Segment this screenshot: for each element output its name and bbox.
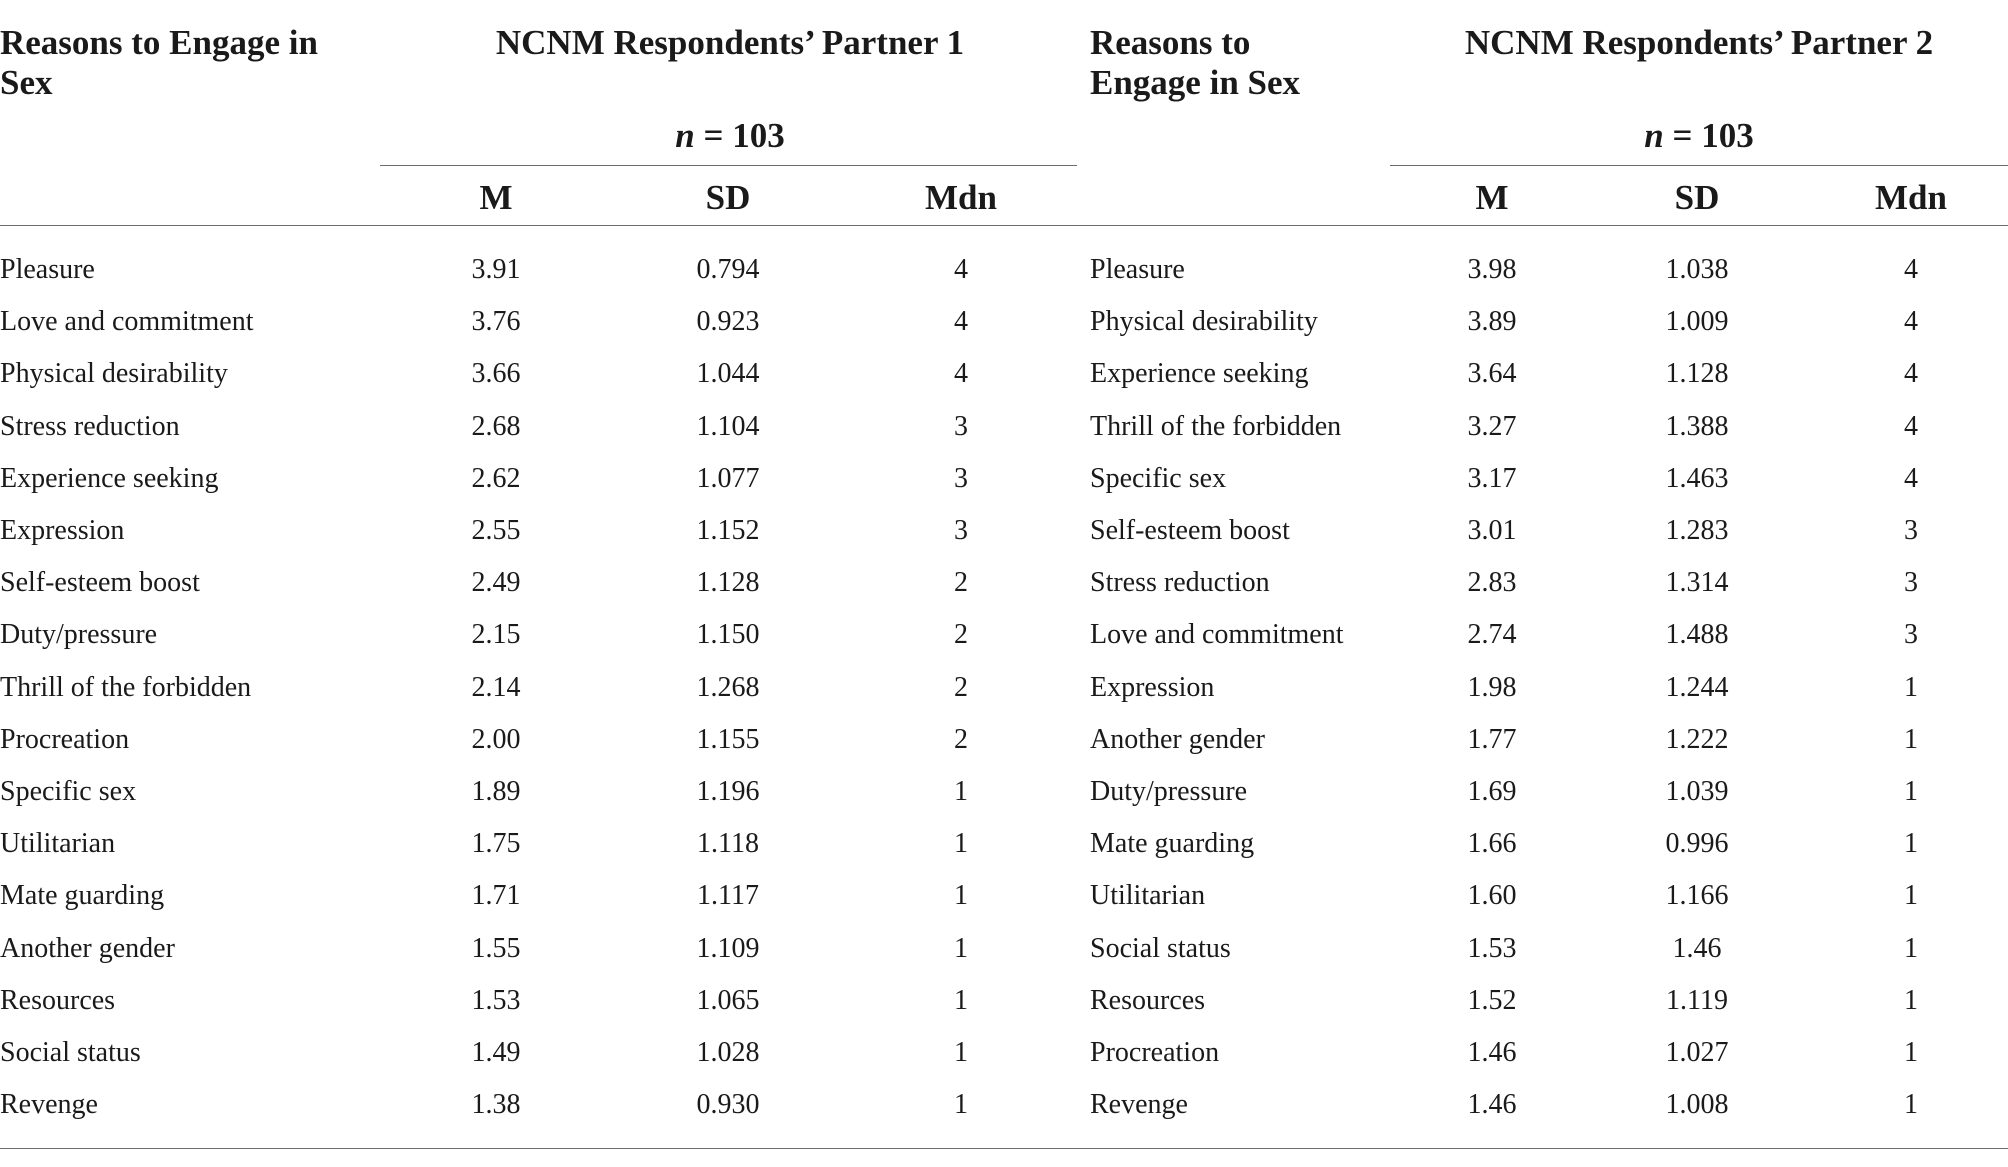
left-mdn-cell: 4 xyxy=(954,254,968,285)
right-sd-cell: 1.166 xyxy=(1665,880,1729,911)
left-reason-cell: Experience seeking xyxy=(0,463,219,494)
left-mdn-cell: 1 xyxy=(954,776,968,807)
left-sd-cell: 1.044 xyxy=(696,358,760,389)
right-m-cell: 3.98 xyxy=(1467,254,1517,285)
left-m-cell: 1.75 xyxy=(471,828,521,859)
right-sample-size xyxy=(1390,118,2008,153)
right-sd-cell: 1.039 xyxy=(1665,776,1729,807)
left-m-cell: 2.68 xyxy=(471,411,521,442)
left-mdn-cell: 3 xyxy=(954,515,968,546)
table-bottom-rule xyxy=(0,1148,2008,1149)
left-m-cell: 1.38 xyxy=(471,1089,521,1120)
right-mdn-cell: 4 xyxy=(1904,254,1918,285)
left-mdn-cell: 1 xyxy=(954,985,968,1016)
right-mdn-cell: 1 xyxy=(1904,1037,1918,1068)
left-sd-cell: 0.794 xyxy=(696,254,760,285)
right-m-cell: 1.46 xyxy=(1467,1037,1517,1068)
right-reason-cell: Social status xyxy=(1090,933,1231,964)
left-reason-cell: Stress reduction xyxy=(0,411,180,442)
left-sd-cell: 1.152 xyxy=(696,515,760,546)
right-n-symbol: n xyxy=(1644,116,1664,155)
left-m-cell: 1.89 xyxy=(471,776,521,807)
left-reason-cell: Duty/pressure xyxy=(0,619,158,650)
right-m-cell: 3.17 xyxy=(1467,463,1517,494)
right-sd-cell: 1.46 xyxy=(1672,933,1722,964)
right-mdn-cell: 3 xyxy=(1904,619,1918,650)
right-reason-cell: Another gender xyxy=(1090,724,1265,755)
right-m-cell: 2.74 xyxy=(1467,619,1517,650)
right-mdn-cell: 3 xyxy=(1904,515,1918,546)
right-col-header-m: M xyxy=(1475,178,1509,217)
right-reason-cell: Physical desirability xyxy=(1090,306,1318,337)
left-mdn-cell: 2 xyxy=(954,619,968,650)
left-sd-cell: 1.077 xyxy=(696,463,760,494)
right-sd-cell: 1.008 xyxy=(1665,1089,1729,1120)
left-sd-cell: 1.117 xyxy=(697,880,759,911)
left-col-header-mdn: Mdn xyxy=(925,178,997,217)
left-sd-cell: 1.268 xyxy=(696,672,760,703)
left-m-cell: 1.49 xyxy=(471,1037,521,1068)
left-sd-cell: 1.150 xyxy=(696,619,760,650)
right-m-cell: 1.53 xyxy=(1467,933,1517,964)
right-m-cell: 1.77 xyxy=(1467,724,1517,755)
left-m-cell: 1.71 xyxy=(471,880,521,911)
right-mdn-cell: 1 xyxy=(1904,724,1918,755)
right-group-title: NCNM Respondents’ Partner 2 xyxy=(1464,23,1934,62)
left-mdn-cell: 4 xyxy=(954,306,968,337)
left-m-cell: 2.15 xyxy=(471,619,521,650)
left-m-cell: 2.55 xyxy=(471,515,521,546)
right-n-value: = 103 xyxy=(1672,116,1754,155)
right-reason-cell: Thrill of the forbidden xyxy=(1090,411,1342,442)
right-mdn-cell: 1 xyxy=(1904,880,1918,911)
right-m-cell: 2.83 xyxy=(1467,567,1517,598)
right-sd-cell: 1.027 xyxy=(1665,1037,1729,1068)
right-sd-cell: 1.038 xyxy=(1665,254,1729,285)
left-sd-cell: 1.196 xyxy=(696,776,760,807)
right-mdn-cell: 1 xyxy=(1904,1089,1918,1120)
right-mdn-cell: 1 xyxy=(1904,985,1918,1016)
right-mdn-cell: 4 xyxy=(1904,358,1918,389)
right-reason-cell: Self-esteem boost xyxy=(1090,515,1290,546)
left-sd-cell: 0.930 xyxy=(696,1089,760,1120)
right-m-cell: 1.66 xyxy=(1467,828,1517,859)
left-col-header-m: M xyxy=(479,178,513,217)
left-spanner-rule xyxy=(380,165,1077,166)
right-m-cell: 3.89 xyxy=(1467,306,1517,337)
left-m-cell: 3.66 xyxy=(471,358,521,389)
left-m-cell: 2.00 xyxy=(471,724,521,755)
right-reason-cell: Utilitarian xyxy=(1090,880,1206,911)
left-reason-cell: Procreation xyxy=(0,724,130,755)
left-mdn-cell: 2 xyxy=(954,567,968,598)
left-mdn-cell: 4 xyxy=(954,358,968,389)
left-reason-cell: Love and commitment xyxy=(0,306,254,337)
left-group-title: NCNM Respondents’ Partner 1 xyxy=(495,23,965,62)
left-reason-cell: Mate guarding xyxy=(0,880,165,911)
left-sd-cell: 1.104 xyxy=(696,411,760,442)
right-sd-cell: 1.463 xyxy=(1665,463,1729,494)
right-m-cell: 1.46 xyxy=(1467,1089,1517,1120)
left-sd-cell: 1.118 xyxy=(697,828,759,859)
right-mdn-cell: 4 xyxy=(1904,306,1918,337)
right-sd-cell: 1.388 xyxy=(1665,411,1729,442)
left-reason-cell: Utilitarian xyxy=(0,828,116,859)
right-reason-cell: Experience seeking xyxy=(1090,358,1309,389)
left-mdn-cell: 1 xyxy=(954,933,968,964)
right-m-cell: 3.27 xyxy=(1467,411,1517,442)
left-sample-size xyxy=(380,118,1080,153)
right-sd-cell: 1.009 xyxy=(1665,306,1729,337)
left-n-value: = 103 xyxy=(703,116,785,155)
left-mdn-cell: 1 xyxy=(954,880,968,911)
right-reason-cell: Revenge xyxy=(1090,1089,1188,1120)
left-reason-cell: Expression xyxy=(0,515,125,546)
right-reason-cell: Stress reduction xyxy=(1090,567,1270,598)
left-sd-cell: 1.065 xyxy=(696,985,760,1016)
right-mdn-cell: 1 xyxy=(1904,672,1918,703)
right-reason-cell: Mate guarding xyxy=(1090,828,1255,859)
left-m-cell: 1.53 xyxy=(471,985,521,1016)
left-reason-cell: Physical desirability xyxy=(0,358,228,389)
left-mdn-cell: 1 xyxy=(954,1037,968,1068)
right-reason-cell: Procreation xyxy=(1090,1037,1220,1068)
left-mdn-cell: 1 xyxy=(954,1089,968,1120)
left-sd-cell: 0.923 xyxy=(696,306,760,337)
left-m-cell: 1.55 xyxy=(471,933,521,964)
left-mdn-cell: 2 xyxy=(954,672,968,703)
right-sd-cell: 0.996 xyxy=(1665,828,1729,859)
left-mdn-cell: 3 xyxy=(954,411,968,442)
right-m-cell: 1.60 xyxy=(1467,880,1517,911)
left-n-symbol: n xyxy=(675,116,695,155)
left-mdn-cell: 3 xyxy=(954,463,968,494)
right-sd-cell: 1.314 xyxy=(1665,567,1729,598)
left-sd-cell: 1.028 xyxy=(696,1037,760,1068)
left-m-cell: 3.76 xyxy=(471,306,521,337)
right-reason-cell: Specific sex xyxy=(1090,463,1227,494)
left-reason-cell: Pleasure xyxy=(0,254,95,285)
right-mdn-cell: 3 xyxy=(1904,567,1918,598)
right-mdn-cell: 4 xyxy=(1904,463,1918,494)
header-bottom-rule xyxy=(0,225,2008,226)
left-m-cell: 3.91 xyxy=(471,254,521,285)
right-reason-cell: Duty/pressure xyxy=(1090,776,1248,807)
right-m-cell: 1.69 xyxy=(1467,776,1517,807)
left-sd-cell: 1.109 xyxy=(696,933,760,964)
right-reasons-header-line2: Engage in Sex xyxy=(1090,63,1301,102)
left-m-cell: 2.49 xyxy=(471,567,521,598)
left-m-cell: 2.14 xyxy=(471,672,521,703)
right-m-cell: 1.98 xyxy=(1467,672,1517,703)
left-m-cell: 2.62 xyxy=(471,463,521,494)
right-reason-cell: Love and commitment xyxy=(1090,619,1344,650)
right-mdn-cell: 4 xyxy=(1904,411,1918,442)
right-m-cell: 3.01 xyxy=(1467,515,1517,546)
left-reason-cell: Resources xyxy=(0,985,116,1016)
right-sd-cell: 1.244 xyxy=(1665,672,1729,703)
left-reason-cell: Another gender xyxy=(0,933,175,964)
left-mdn-cell: 2 xyxy=(954,724,968,755)
left-sd-cell: 1.155 xyxy=(696,724,760,755)
right-m-cell: 3.64 xyxy=(1467,358,1517,389)
left-reasons-header-line1: Reasons to Engage in xyxy=(0,23,318,62)
right-mdn-cell: 1 xyxy=(1904,933,1918,964)
left-col-header-sd: SD xyxy=(705,178,751,217)
right-sd-cell: 1.488 xyxy=(1665,619,1729,650)
left-reason-cell: Thrill of the forbidden xyxy=(0,672,252,703)
right-sd-cell: 1.283 xyxy=(1665,515,1729,546)
left-reason-cell: Specific sex xyxy=(0,776,137,807)
right-mdn-cell: 1 xyxy=(1904,828,1918,859)
right-reasons-header-line1: Reasons to xyxy=(1090,23,1251,62)
right-reason-cell: Expression xyxy=(1090,672,1215,703)
left-sd-cell: 1.128 xyxy=(696,567,760,598)
right-reason-cell: Resources xyxy=(1090,985,1206,1016)
right-spanner-rule xyxy=(1390,165,2008,166)
right-reason-cell: Pleasure xyxy=(1090,254,1185,285)
left-reason-cell: Revenge xyxy=(0,1089,98,1120)
right-sd-cell: 1.119 xyxy=(1666,985,1728,1016)
right-col-header-sd: SD xyxy=(1674,178,1720,217)
right-m-cell: 1.52 xyxy=(1467,985,1517,1016)
left-reason-cell: Social status xyxy=(0,1037,141,1068)
right-col-header-mdn: Mdn xyxy=(1875,178,1947,217)
right-sd-cell: 1.128 xyxy=(1665,358,1729,389)
left-mdn-cell: 1 xyxy=(954,828,968,859)
right-mdn-cell: 1 xyxy=(1904,776,1918,807)
left-reasons-header-line2: Sex xyxy=(0,63,53,102)
right-sd-cell: 1.222 xyxy=(1665,724,1729,755)
left-reason-cell: Self-esteem boost xyxy=(0,567,200,598)
